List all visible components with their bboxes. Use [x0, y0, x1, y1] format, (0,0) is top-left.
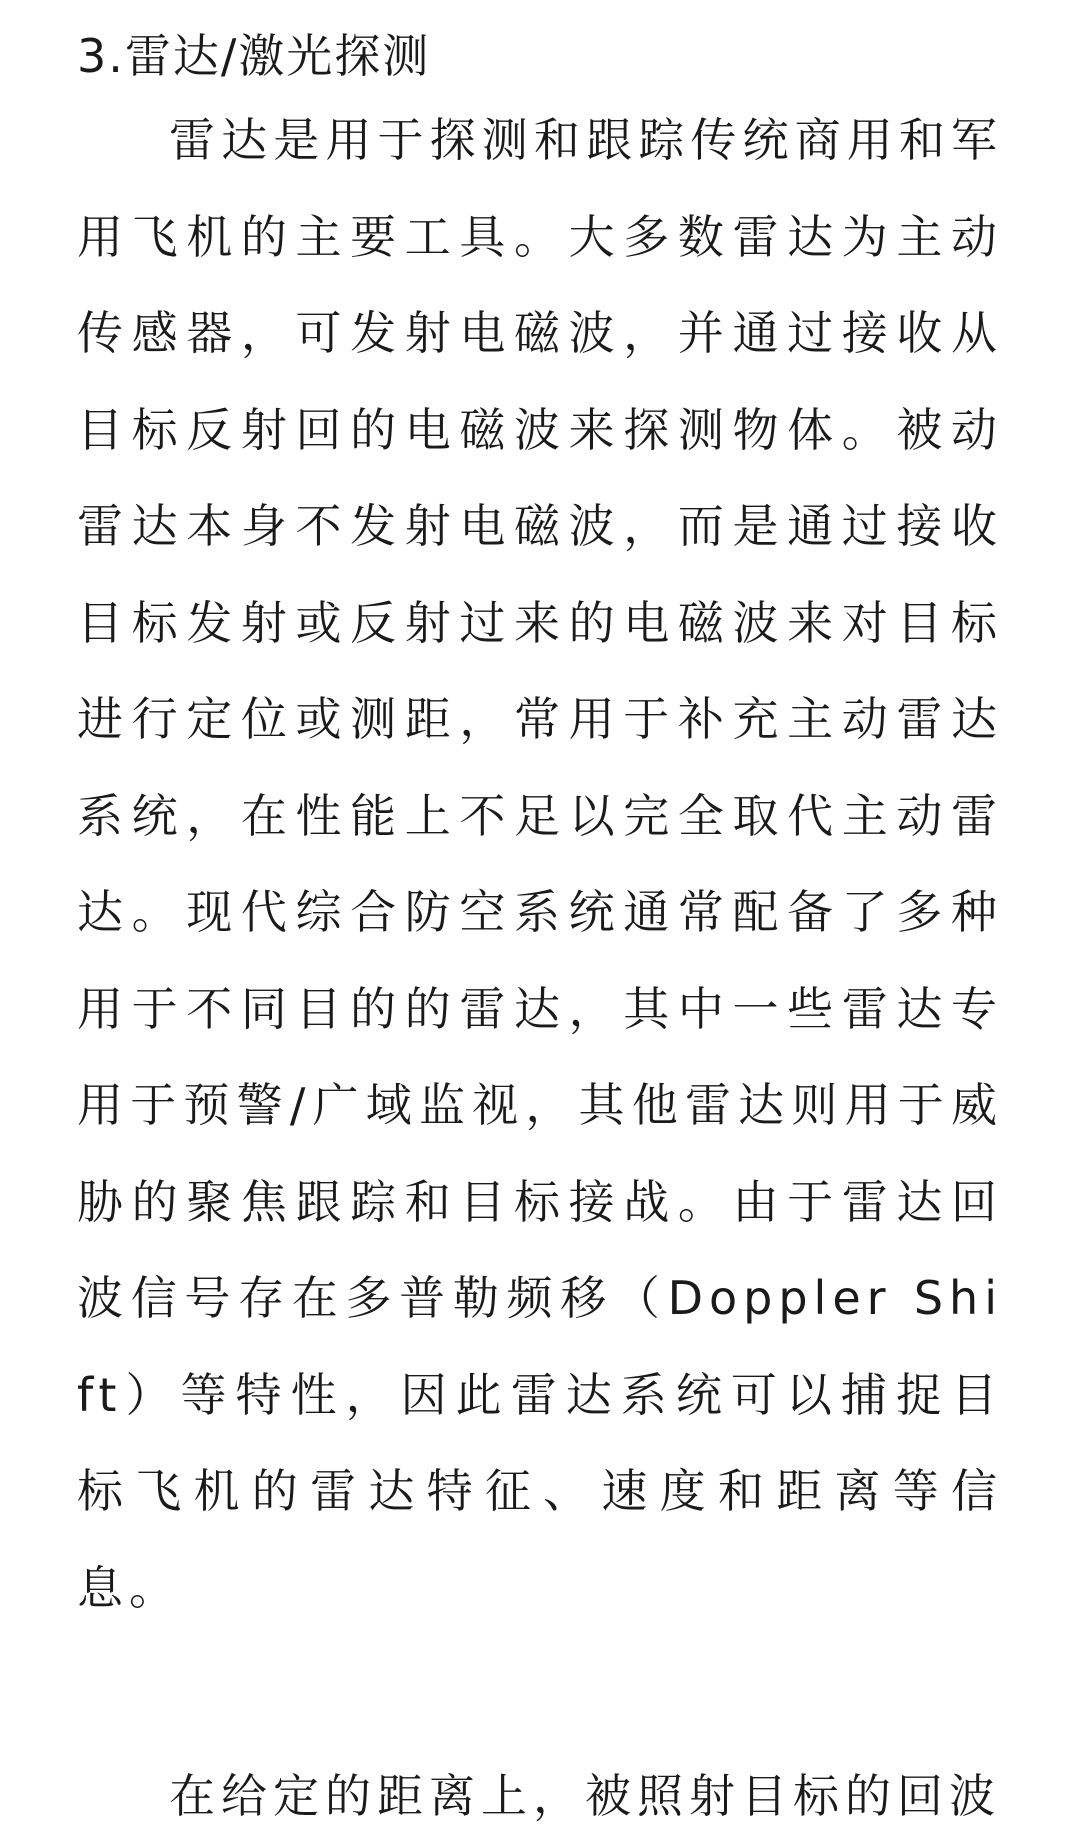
article-body: [77, 26, 1003, 1845]
paragraph-echo-partial: 在给定的距离上，被照射目标的回波: [169, 1769, 1001, 1823]
section-heading: 3.雷达/激光探测: [77, 29, 431, 83]
paragraph-radar-detection: 雷达是用于探测和跟踪传统商用和军用飞机的主要工具。大多数雷达为主动传感器，可发射电磁波，并通过接收从目标反射回的电磁波来探测物体。被动雷达本身不发射电磁波，而是通过接收目标发射或反射过来的电磁波来对目标进行定位或测距，常用于补充主动雷达系统，在性能上不足以完全取代主动雷达。现代综合防空系统通常配备了多种用于不同目的的雷达，其中一些雷达专用于预警/广域监视，其他雷达则用于威胁的聚焦跟踪和目标接战。由于雷达回波信号存在多普勒频移（Doppler Shift）等特性，因此雷达系统可以捕捉目标飞机的雷达特征、速度和距离等信息。: [77, 113, 1003, 1615]
